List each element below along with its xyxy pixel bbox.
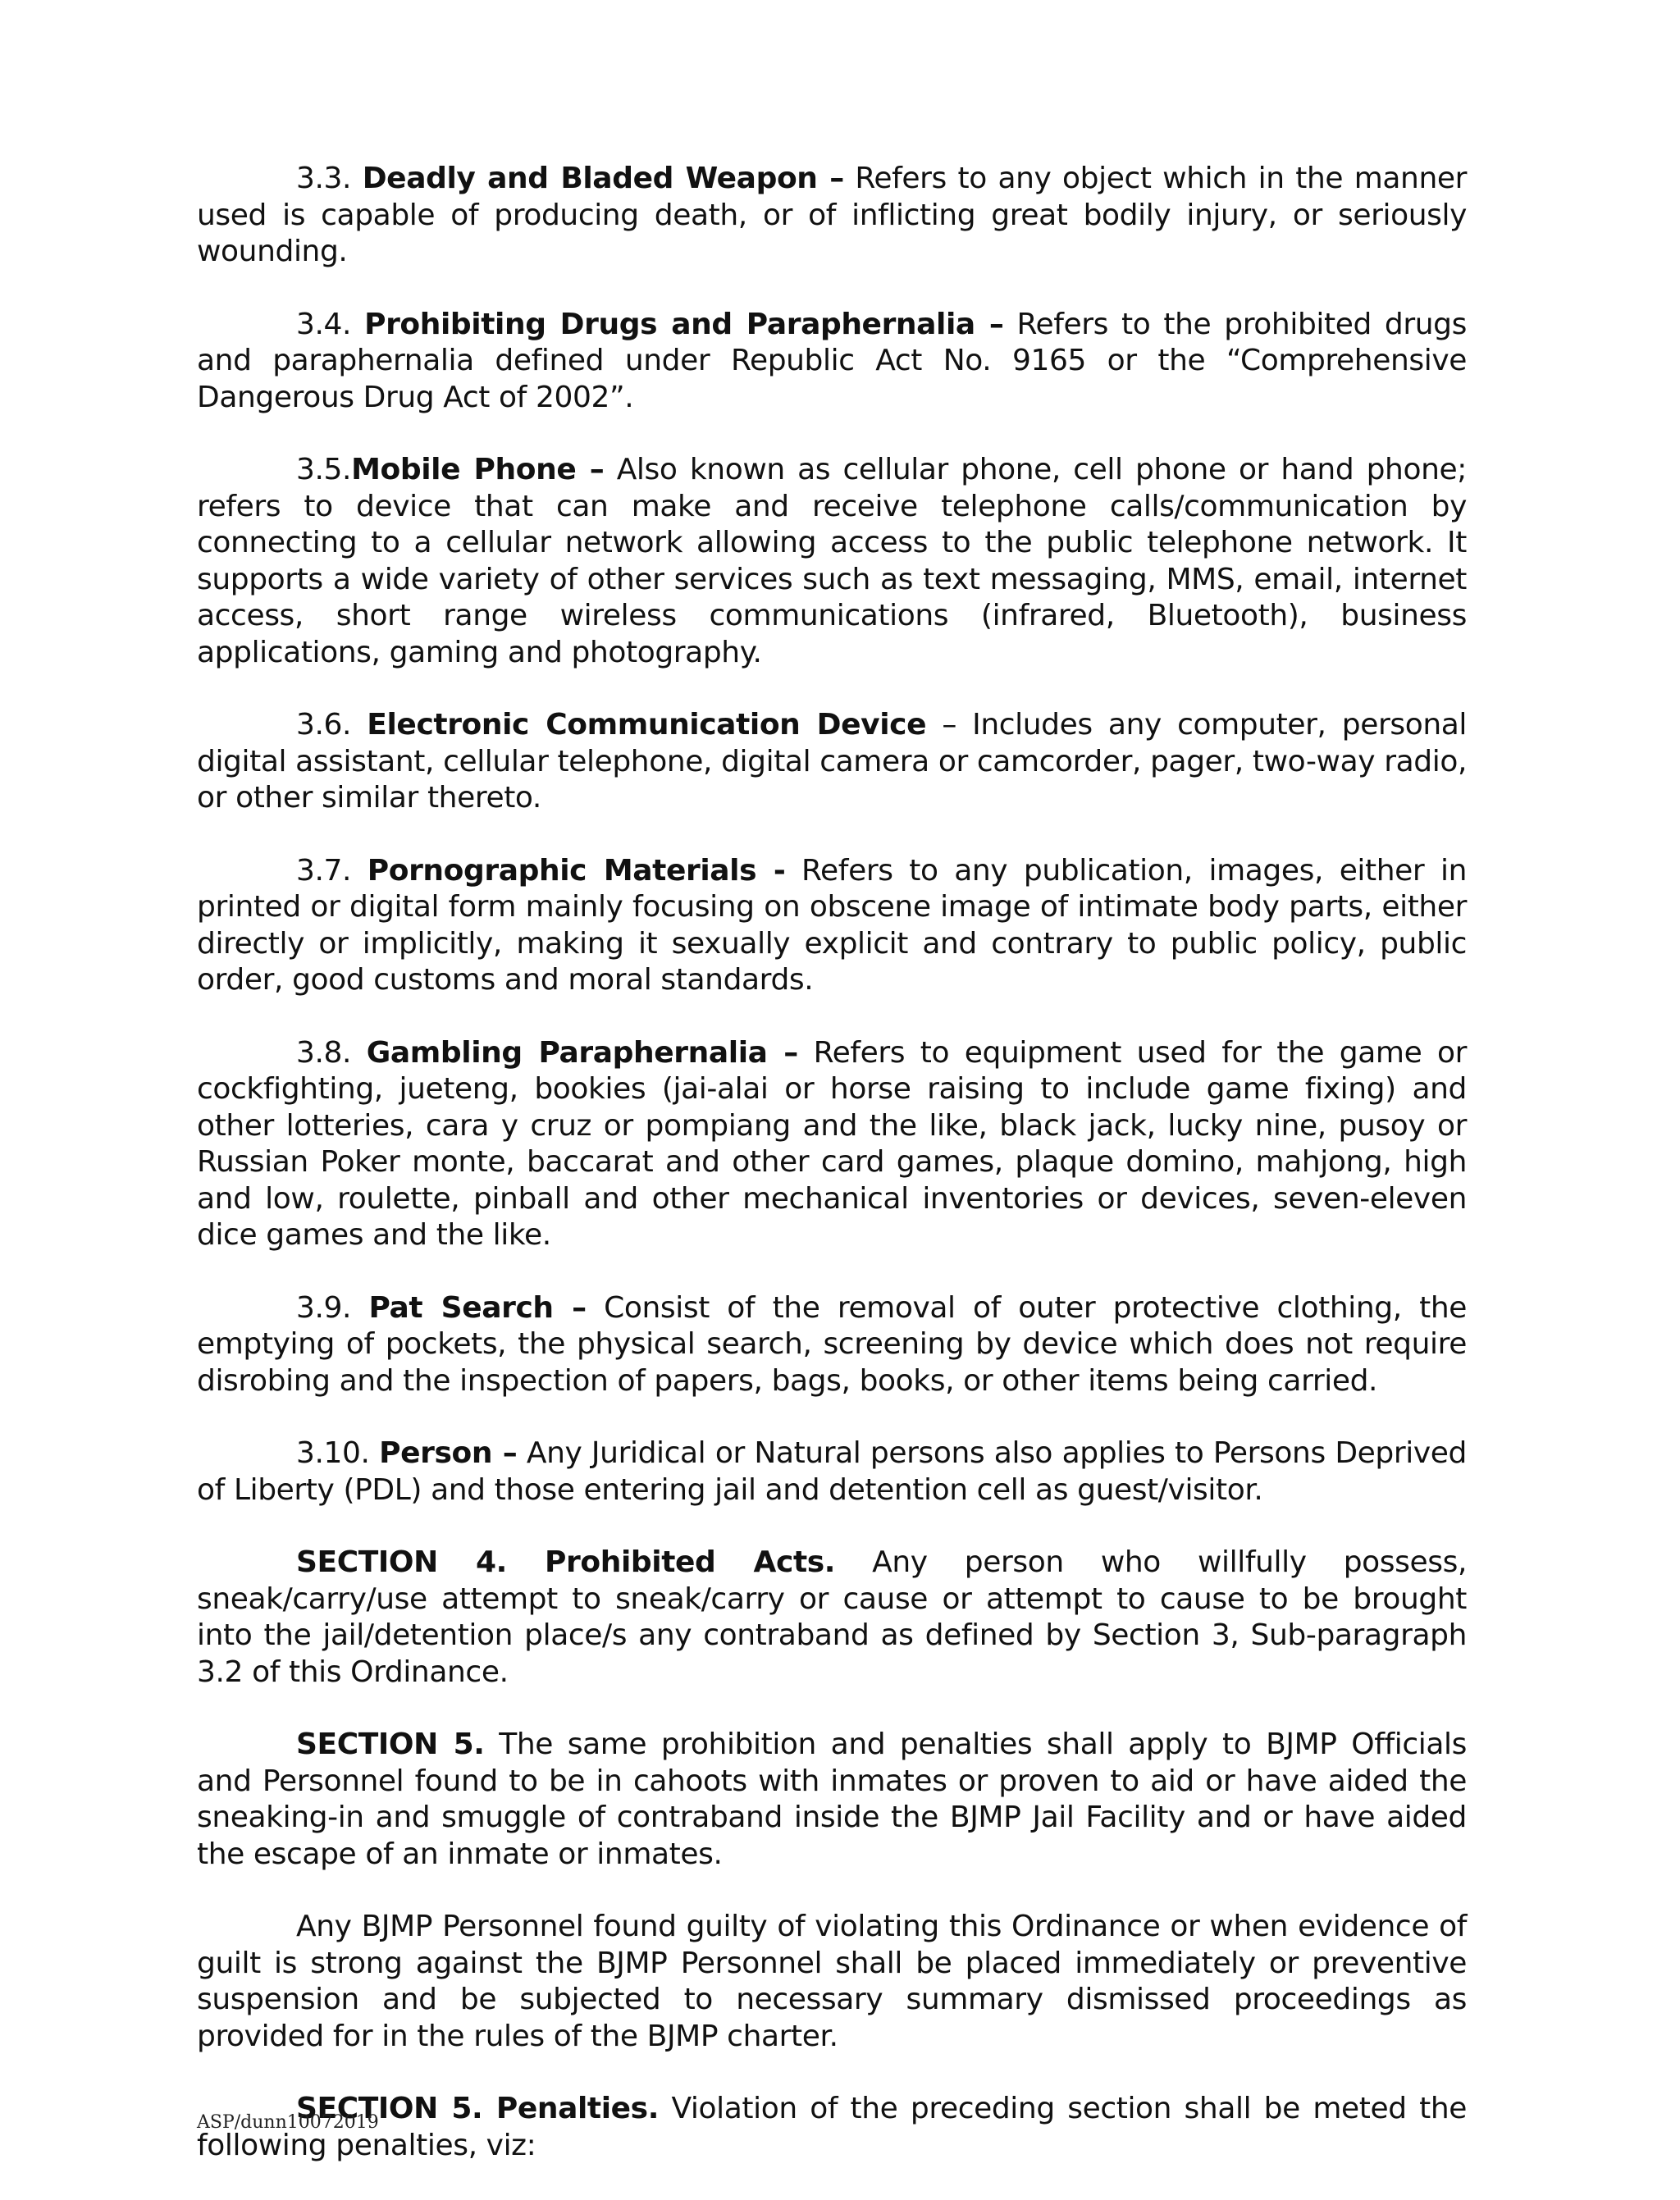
definition-3-10	[197, 1435, 1467, 1509]
paragraph-number: 3.6.	[296, 708, 368, 742]
definition-3-7	[197, 853, 1467, 999]
definition-3-9	[197, 1290, 1467, 1400]
definition-text: Refers to equipment used for the game or cockfighting, jueteng, bookies (jai-alai or horse raising to include game fixing) and other lotteries, cara y cruz or pompiang and the like, black jack, lucky nine, pusoy or Russian Poker monte, baccarat and other card games, plaque domino, mahjong, high and low, roulette, pinball and other mechanical inventories or devices, seven-eleven dice games and the like.	[197, 1035, 1468, 1252]
definition-3-8	[197, 1035, 1467, 1254]
paragraph-number: 3.9.	[296, 1290, 369, 1325]
document-body	[197, 161, 1467, 2200]
defined-term: Electronic Communication Device	[367, 708, 927, 742]
defined-term: Mobile Phone –	[351, 453, 605, 486]
section-5	[197, 1727, 1467, 1873]
definition-3-4	[197, 307, 1467, 417]
definition-3-6	[197, 707, 1467, 817]
section-text: The same prohibition and penalties shall apply to BJMP Officials and Personnel found to be in cahoots with inmates or proven to aid or have aided the sneaking-in and smuggle of contraband inside the BJMP Jail Facility and or have aided the escape of an inmate or inmates.	[197, 1728, 1467, 1871]
paragraph-number: 3.5.	[296, 453, 352, 486]
definition-3-5	[197, 452, 1467, 671]
paragraph-number: 3.8.	[296, 1035, 367, 1070]
section-heading: SECTION 5. Penalties.	[296, 2092, 659, 2125]
defined-term: Gambling Paraphernalia –	[366, 1035, 798, 1070]
section-heading: SECTION 4. Prohibited Acts.	[296, 1545, 836, 1579]
section-heading: SECTION 5.	[296, 1728, 485, 1761]
paragraph-number: 3.3.	[296, 162, 363, 195]
definition-3-3	[197, 161, 1467, 271]
paragraph-number: 3.4.	[296, 307, 365, 341]
section-text: Any person who willfully possess, sneak/carry/use attempt to sneak/carry or cause or attempt to cause to be brought into the jail/detention place/s any contraband as defined by Section 3, Sub-paragraph 3.2 of this Ordinance.	[197, 1545, 1467, 1689]
section-5-personnel-paragraph	[197, 1909, 1467, 2055]
definition-text: – Includes any computer, personal digital assistant, cellular telephone, digital camera or camcorder, pager, two-way radio, or other similar thereto.	[197, 708, 1468, 815]
document-footer-reference: ASP/dunn10072019	[197, 2112, 379, 2133]
definition-text: Refers to any object which in the manner used is capable of producing death, or of inflicting great bodily injury, or seriously wounding.	[197, 162, 1468, 268]
definition-text: Any Juridical or Natural persons also applies to Persons Deprived of Liberty (PDL) and those entering jail and detention cell as guest/visitor.	[197, 1436, 1467, 1507]
definition-text: Refers to the prohibited drugs and paraphernalia defined under Republic Act No. 9165 or the “Comprehensive Dangerous Drug Act of 2002”.	[197, 307, 1467, 414]
definition-text: Consist of the removal of outer protective clothing, the emptying of pockets, the physical search, screening by device which does not require disrobing and the inspection of papers, bags, books, or other items being carried.	[197, 1290, 1468, 1398]
defined-term: Prohibiting Drugs and Paraphernalia –	[364, 307, 1004, 341]
definition-text: Also known as cellular phone, cell phone or hand phone; refers to device that can make and receive telephone calls/communication by connecting to a cellular network allowing access to the public telephone network. It supports a wide variety of other services such as text messaging, MMS, email, internet access, short range wireless communications (infrared, Bluetooth), business applications, gaming and photography.	[197, 453, 1467, 669]
section-5-penalties	[197, 2091, 1467, 2164]
defined-term: Deadly and Bladed Weapon –	[362, 162, 844, 195]
paragraph-number: 3.10.	[296, 1436, 380, 1470]
defined-term: Pat Search –	[368, 1290, 587, 1325]
defined-term: Person –	[379, 1436, 518, 1470]
paragraph-number: 3.7.	[296, 853, 368, 888]
section-text: Any BJMP Personnel found guilty of violating this Ordinance or when evidence of guilt is strong against the BJMP Personnel shall be placed immediately or preventive suspension and be subjected to necessary summary dismissed proceedings as provided for in the rules of the BJMP charter.	[197, 1910, 1467, 2053]
section-4-prohibited-acts	[197, 1545, 1467, 1691]
defined-term: Pornographic Materials -	[367, 853, 786, 888]
section-text: Violation of the preceding section shall be meted the following penalties, viz:	[197, 2092, 1467, 2162]
definition-text: Refers to any publication, images, either in printed or digital form mainly focusing on obscene image of intimate body parts, either directly or implicitly, making it sexually explicit and contrary to public policy, public order, good customs and moral standards.	[197, 853, 1467, 997]
